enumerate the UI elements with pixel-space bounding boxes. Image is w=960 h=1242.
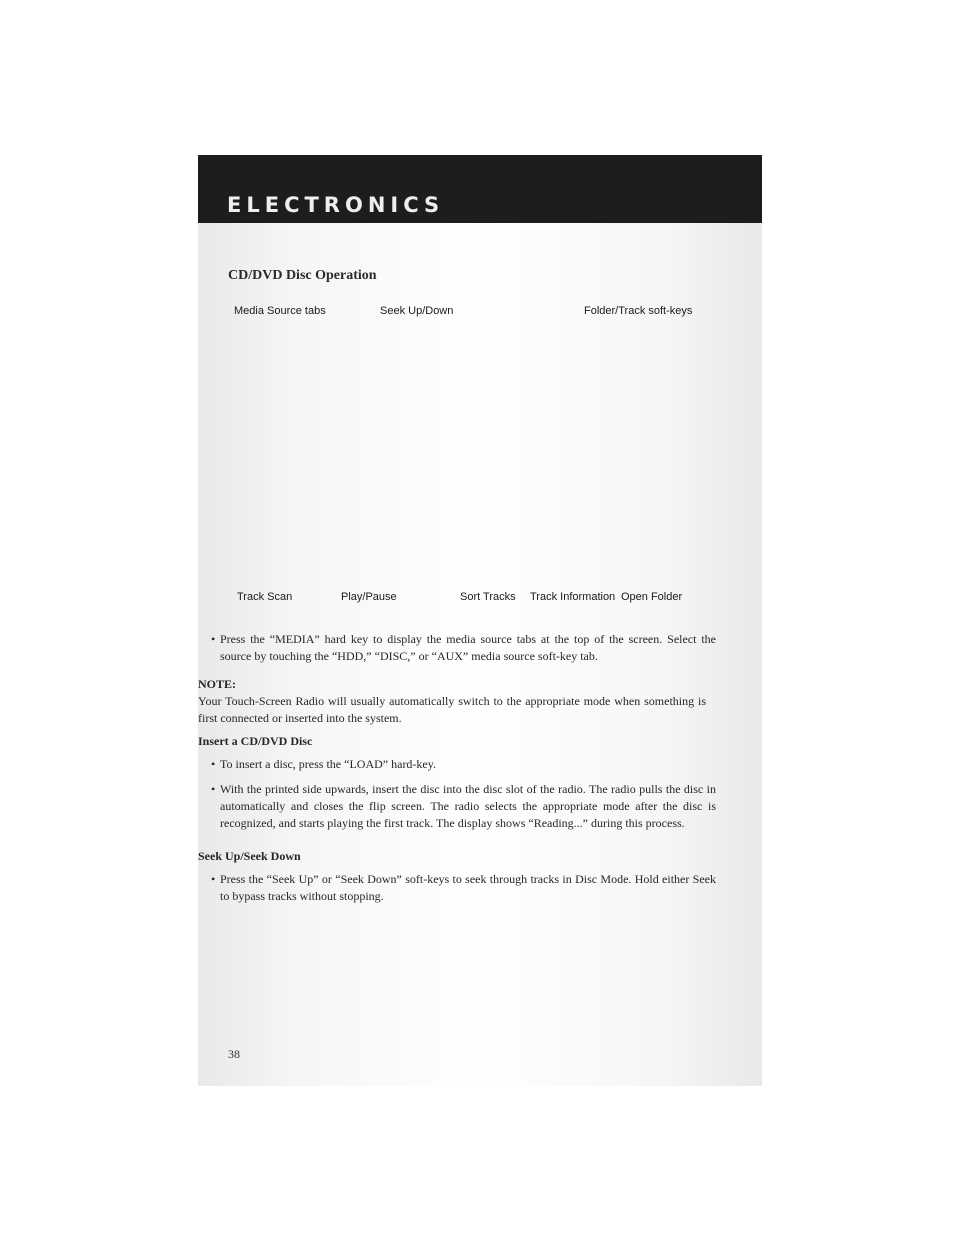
page-number: 38 (228, 1047, 240, 1061)
page-content (198, 155, 762, 1086)
callout-track-information: Track Information (530, 591, 616, 603)
callout-play-pause: Play/Pause (341, 591, 397, 603)
bullet-dot: • (211, 782, 216, 796)
bullet-dot: • (211, 872, 216, 886)
insert-bullet-2 (211, 781, 716, 832)
callout-sort-tracks: Sort Tracks (460, 591, 516, 603)
manual-page (198, 155, 762, 1086)
callout-media-source-tabs: Media Source tabs (234, 305, 326, 317)
seek-bullet-text: Press the “Seek Up” or “Seek Down” soft-keys to seek through tracks in Disc Mode. Hold either Seek to bypass tracks without stopping. (220, 872, 716, 903)
bullet-dot: • (211, 632, 216, 646)
media-bullet (211, 631, 716, 665)
seek-bullet (211, 871, 716, 905)
bullet-dot: • (211, 757, 216, 771)
callout-track-scan: Track Scan (237, 591, 293, 603)
callout-seek-up-down: Seek Up/Down (380, 305, 454, 317)
header-title: ELECTRONICS (227, 193, 445, 217)
insert-heading: Insert a CD/DVD Disc (198, 734, 313, 748)
insert-bullet-1-text: To insert a disc, press the “LOAD” hard-key. (220, 757, 436, 771)
callout-open-folder: Open Folder (621, 591, 683, 603)
media-bullet-text: Press the “MEDIA” hard key to display the media source tabs at the top of the screen. Select the source by touching the “HDD,” “DISC,” or “AUX” media source soft-key tab. (220, 632, 716, 663)
insert-bullet-2-text: With the printed side upwards, insert the disc into the disc slot of the radio. The radio pulls the disc in automatically and closes the flip screen. The radio selects the appropriate mode after the disc is recognized, and starts playing the first track. The display shows “Reading...” during this process. (220, 782, 716, 830)
insert-bullet-1 (211, 756, 716, 773)
note-label: NOTE: (198, 677, 237, 691)
callout-folder-track-soft-keys: Folder/Track soft-keys (584, 305, 693, 317)
section-title: CD/DVD Disc Operation (228, 268, 377, 283)
seek-heading: Seek Up/Seek Down (198, 849, 301, 863)
note-text: Your Touch-Screen Radio will usually automatically switch to the appropriate mode when something is first connected or inserted into the system. (198, 694, 706, 725)
